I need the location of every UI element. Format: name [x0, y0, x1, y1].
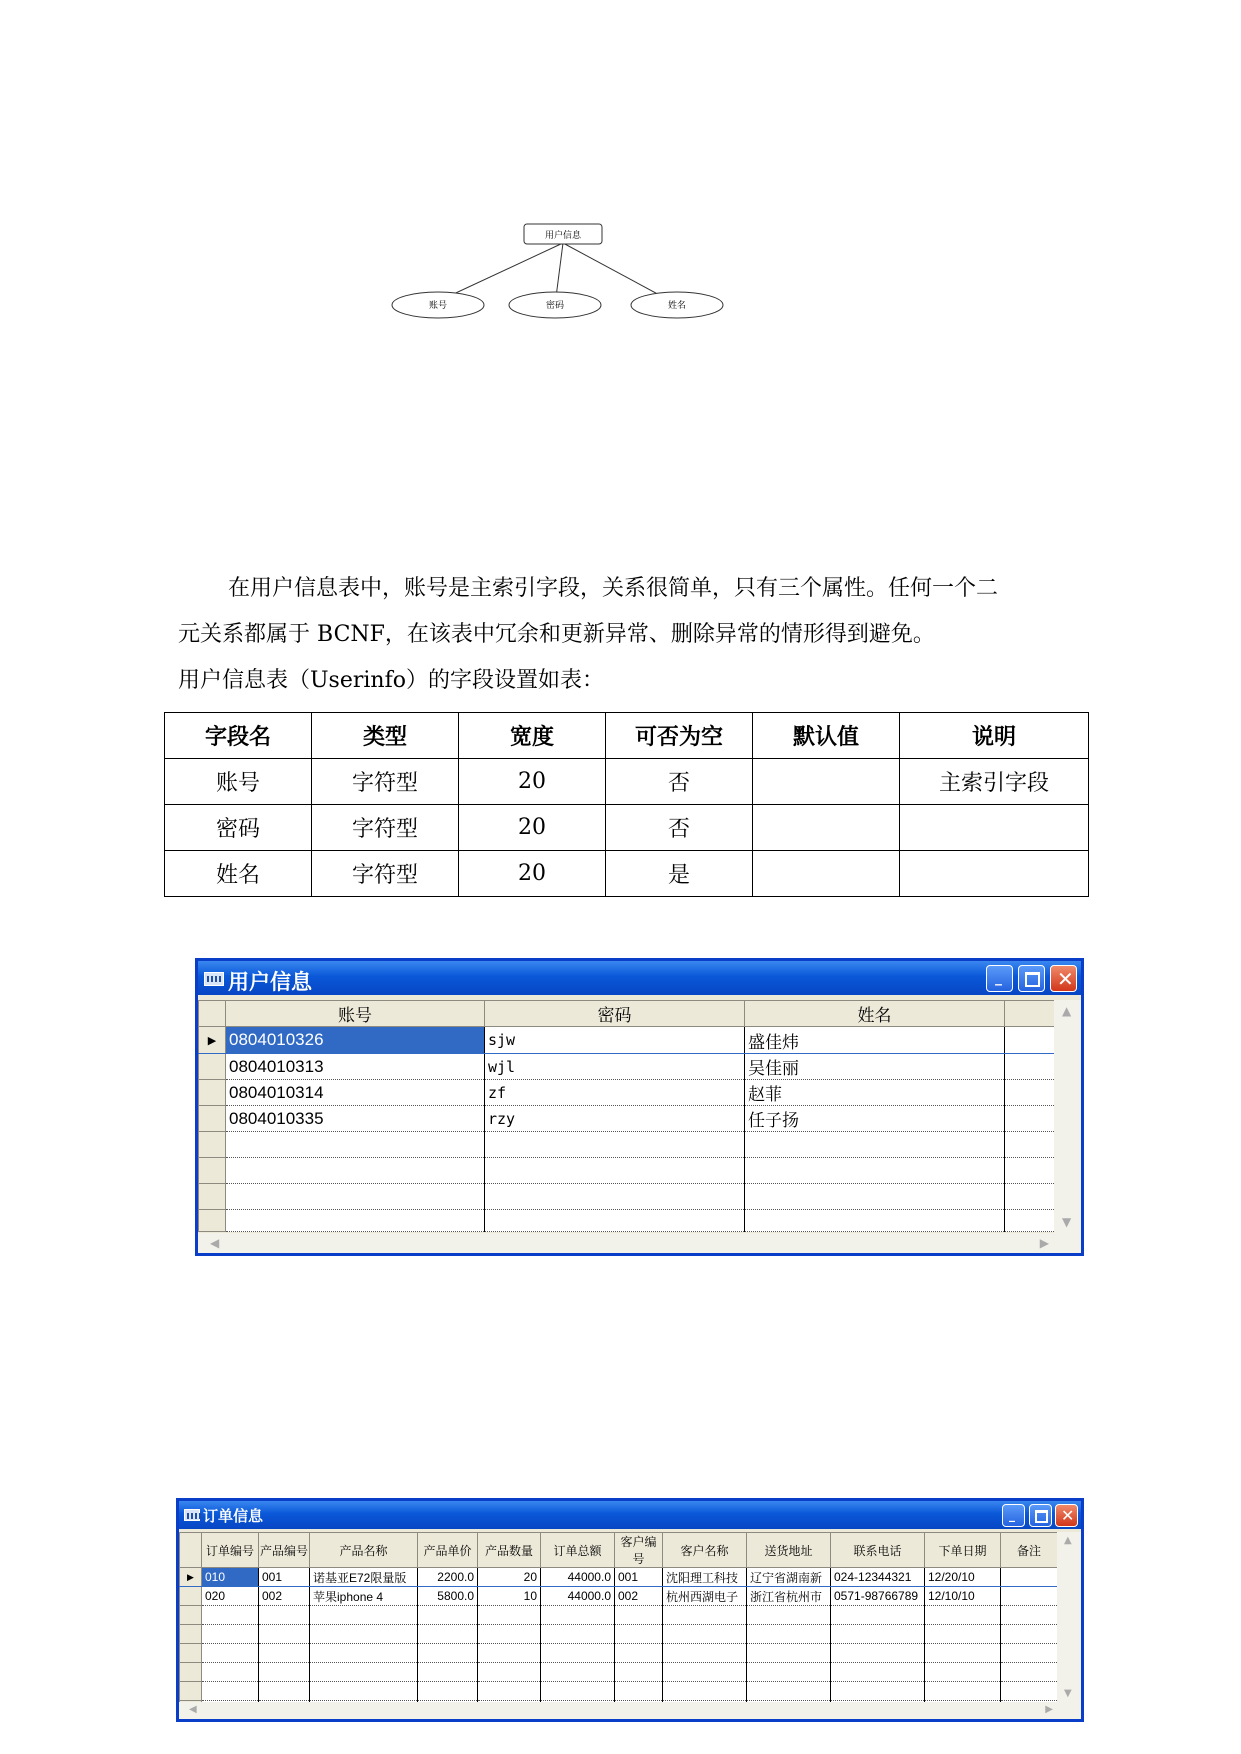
grid-cell[interactable]: 盛佳炜 — [745, 1027, 1005, 1054]
header-cell: 宽度 — [459, 713, 606, 759]
scroll-up-icon[interactable]: ▲ — [1062, 1004, 1072, 1018]
grid-cell[interactable] — [663, 1606, 747, 1625]
paragraph-line: 在用户信息表中，账号是主索引字段，关系很简单，只有三个属性。任何一个二 — [228, 576, 999, 601]
grid-cell[interactable] — [747, 1663, 831, 1682]
empty-row[interactable] — [199, 1210, 1055, 1232]
grid-cell[interactable] — [259, 1606, 310, 1625]
window-title: 用户信息 — [228, 971, 312, 994]
grid-cell[interactable] — [831, 1682, 925, 1701]
grid-cell[interactable] — [1005, 1210, 1055, 1232]
scroll-right-icon[interactable]: ▶ — [1045, 1704, 1053, 1715]
grid-cell[interactable]: 0804010326 — [226, 1027, 485, 1054]
grid-cell[interactable] — [541, 1644, 615, 1663]
grid-cell[interactable]: 0804010335 — [226, 1106, 485, 1132]
grid-cell[interactable]: 001 — [615, 1568, 663, 1587]
grid-cell[interactable] — [478, 1606, 541, 1625]
grid-cell[interactable] — [1005, 1184, 1055, 1210]
grid-cell[interactable]: wjl — [485, 1054, 745, 1080]
grid-cell[interactable] — [202, 1663, 259, 1682]
grid-cell[interactable]: 辽宁省湖南新 — [747, 1568, 831, 1587]
column-header[interactable]: 客户名称 — [663, 1533, 747, 1568]
table-cell: 字符型 — [312, 759, 459, 805]
grid-cell[interactable] — [925, 1682, 1001, 1701]
table-cell: 是 — [606, 851, 753, 897]
window-title: 订单信息 — [203, 1508, 264, 1525]
grid-cell[interactable] — [226, 1184, 485, 1210]
grid-cell[interactable] — [418, 1606, 478, 1625]
grid-cell[interactable] — [485, 1158, 745, 1184]
minimize-icon: _ — [1009, 1508, 1015, 1522]
row-indicator[interactable] — [180, 1682, 202, 1701]
grid-cell[interactable] — [418, 1682, 478, 1701]
grid-cell[interactable] — [226, 1210, 485, 1232]
grid-cell[interactable] — [310, 1606, 418, 1625]
empty-row[interactable] — [180, 1606, 1058, 1625]
minimize-button[interactable] — [986, 965, 1013, 992]
er-attr-label: 姓名 — [667, 301, 687, 311]
grid-cell[interactable] — [663, 1644, 747, 1663]
current-row-indicator[interactable]: ▶ — [199, 1027, 226, 1054]
empty-row[interactable] — [199, 1158, 1055, 1184]
column-header[interactable]: 产品数量 — [478, 1533, 541, 1568]
grid-cell[interactable] — [925, 1625, 1001, 1644]
table-row[interactable] — [180, 1568, 1058, 1587]
maximize-button[interactable] — [1018, 965, 1045, 992]
row-indicator[interactable] — [199, 1158, 226, 1184]
er-attr-label: 密码 — [545, 301, 565, 311]
current-row-indicator[interactable]: ▶ — [180, 1568, 202, 1587]
column-header[interactable]: 送货地址 — [747, 1533, 831, 1568]
maximize-button[interactable] — [1029, 1504, 1052, 1527]
row-indicator[interactable] — [199, 1210, 226, 1232]
grid-cell[interactable]: 001 — [259, 1568, 310, 1587]
paragraph-line: 用户信息表（Userinfo）的字段设置如表： — [178, 668, 604, 693]
grid-cell[interactable] — [745, 1132, 1005, 1158]
grid-cell[interactable]: 44000.0 — [541, 1568, 615, 1587]
grid-cell[interactable]: 苹果iphone 4 — [310, 1587, 418, 1606]
table-cell — [753, 851, 900, 897]
grid-cell[interactable]: 吴佳丽 — [745, 1054, 1005, 1080]
grid-cell[interactable]: 0804010314 — [226, 1080, 485, 1106]
user-info-window — [195, 958, 1084, 1256]
close-button[interactable] — [1050, 965, 1077, 992]
table-row — [165, 851, 1089, 897]
grid-cell[interactable]: 0571-98766789 — [831, 1587, 925, 1606]
grid-cell[interactable]: 5800.0 — [418, 1587, 478, 1606]
grid-cell[interactable]: 12/10/10 — [925, 1587, 1001, 1606]
minimize-icon: _ — [995, 970, 1002, 986]
grid-cell[interactable] — [1005, 1027, 1055, 1054]
grid-cell[interactable] — [1001, 1568, 1058, 1587]
grid-cell[interactable] — [925, 1606, 1001, 1625]
grid-cell[interactable]: zf — [485, 1080, 745, 1106]
grid-cell[interactable] — [747, 1606, 831, 1625]
grid-cell[interactable] — [541, 1625, 615, 1644]
scroll-down-icon[interactable]: ▼ — [1064, 1688, 1072, 1699]
row-indicator[interactable] — [180, 1663, 202, 1682]
close-icon: ✕ — [1061, 1506, 1075, 1525]
grid-cell[interactable] — [1005, 1158, 1055, 1184]
table-cell — [753, 759, 900, 805]
grid-cell[interactable]: 020 — [202, 1587, 259, 1606]
table-cell: 字符型 — [312, 851, 459, 897]
table-cell: 密码 — [165, 805, 312, 851]
table-cell: 20 — [459, 805, 606, 851]
field-table-header — [165, 713, 1089, 759]
table-row[interactable] — [180, 1587, 1058, 1606]
grid-cell[interactable]: rzy — [485, 1106, 745, 1132]
grid-cell[interactable] — [615, 1625, 663, 1644]
grid-cell[interactable]: 10 — [478, 1587, 541, 1606]
table-cell — [900, 851, 1089, 897]
grid-cell[interactable] — [1001, 1587, 1058, 1606]
grid-cell[interactable] — [745, 1158, 1005, 1184]
table-cell: 否 — [606, 759, 753, 805]
row-indicator[interactable] — [199, 1184, 226, 1210]
grid-cell[interactable] — [478, 1663, 541, 1682]
grid-corner — [180, 1533, 202, 1568]
grid-cell[interactable]: 0804010313 — [226, 1054, 485, 1080]
grid-cell[interactable] — [1005, 1054, 1055, 1080]
row-indicator[interactable] — [180, 1644, 202, 1663]
grid-window-icon — [184, 1509, 200, 1521]
scroll-left-icon[interactable]: ◀ — [189, 1704, 197, 1715]
grid-cell[interactable] — [831, 1663, 925, 1682]
grid-cell[interactable] — [541, 1606, 615, 1625]
grid-cell[interactable]: sjw — [485, 1027, 745, 1054]
table-cell: 主索引字段 — [900, 759, 1089, 805]
vertical-scrollbar[interactable] — [1054, 1000, 1081, 1233]
grid-cell[interactable] — [663, 1625, 747, 1644]
row-indicator[interactable] — [180, 1625, 202, 1644]
window-titlebar[interactable] — [179, 1501, 1081, 1529]
er-diagram — [380, 215, 740, 325]
grid-cell[interactable] — [615, 1644, 663, 1663]
grid-cell[interactable]: 沈阳理工科技 — [663, 1568, 747, 1587]
column-header[interactable]: 姓名 — [745, 1001, 1005, 1027]
grid-cell[interactable] — [259, 1644, 310, 1663]
grid-cell[interactable]: 024-12344321 — [831, 1568, 925, 1587]
grid-cell[interactable] — [831, 1625, 925, 1644]
grid-cell[interactable] — [485, 1132, 745, 1158]
column-header[interactable]: 下单日期 — [925, 1533, 1001, 1568]
row-indicator[interactable] — [180, 1587, 202, 1606]
grid-window-icon — [204, 972, 224, 986]
row-indicator[interactable] — [180, 1606, 202, 1625]
grid-cell[interactable] — [747, 1682, 831, 1701]
grid-cell[interactable]: 诺基亚E72限量版 — [310, 1568, 418, 1587]
grid-cell[interactable] — [745, 1184, 1005, 1210]
row-indicator[interactable] — [199, 1080, 226, 1106]
grid-cell[interactable] — [226, 1158, 485, 1184]
header-cell: 字段名 — [165, 713, 312, 759]
grid-cell[interactable] — [1001, 1606, 1058, 1625]
grid-cell[interactable]: 任子扬 — [745, 1106, 1005, 1132]
grid-cell[interactable] — [925, 1663, 1001, 1682]
grid-cell[interactable]: 12/20/10 — [925, 1568, 1001, 1587]
grid-cell[interactable] — [485, 1184, 745, 1210]
grid-cell[interactable] — [1001, 1663, 1058, 1682]
grid-cell[interactable] — [1005, 1080, 1055, 1106]
grid-cell[interactable] — [418, 1644, 478, 1663]
grid-cell[interactable] — [541, 1663, 615, 1682]
table-row[interactable] — [199, 1106, 1055, 1132]
minimize-button[interactable] — [1002, 1504, 1025, 1527]
grid-cell[interactable] — [1001, 1644, 1058, 1663]
grid-cell[interactable]: 002 — [259, 1587, 310, 1606]
grid-cell[interactable]: 44000.0 — [541, 1587, 615, 1606]
maximize-icon — [1035, 1510, 1048, 1523]
maximize-icon — [1025, 972, 1040, 987]
grid-cell[interactable] — [925, 1644, 1001, 1663]
scroll-left-icon[interactable]: ◀ — [210, 1236, 220, 1250]
grid-cell[interactable] — [831, 1644, 925, 1663]
grid-cell[interactable] — [259, 1663, 310, 1682]
grid-cell[interactable] — [1001, 1625, 1058, 1644]
grid-cell[interactable] — [259, 1625, 310, 1644]
horizontal-scrollbar[interactable] — [179, 1702, 1081, 1719]
column-header[interactable]: 客户编号 — [615, 1533, 663, 1568]
close-icon: ✕ — [1057, 967, 1074, 991]
grid-cell[interactable] — [310, 1682, 418, 1701]
grid-cell[interactable] — [226, 1132, 485, 1158]
grid-cell[interactable]: 010 — [202, 1568, 259, 1587]
order-grid — [179, 1532, 1058, 1720]
column-header[interactable]: 联系电话 — [831, 1533, 925, 1568]
grid-cell[interactable] — [1005, 1132, 1055, 1158]
grid-cell[interactable] — [202, 1625, 259, 1644]
column-header[interactable]: 产品名称 — [310, 1533, 418, 1568]
grid-cell[interactable] — [259, 1682, 310, 1701]
grid-cell[interactable] — [202, 1682, 259, 1701]
column-header — [1005, 1001, 1055, 1027]
vertical-scrollbar[interactable] — [1057, 1532, 1081, 1702]
grid-cell[interactable] — [202, 1644, 259, 1663]
paragraph-line: 元关系都属于 BCNF，在该表中冗余和更新异常、删除异常的情形得到避免。 — [178, 622, 935, 647]
grid-cell[interactable] — [747, 1644, 831, 1663]
table-cell: 字符型 — [312, 805, 459, 851]
column-header[interactable]: 账号 — [226, 1001, 485, 1027]
grid-cell[interactable] — [418, 1663, 478, 1682]
empty-row[interactable] — [180, 1682, 1058, 1701]
column-header[interactable]: 密码 — [485, 1001, 745, 1027]
column-header[interactable]: 产品单价 — [418, 1533, 478, 1568]
empty-row[interactable] — [199, 1132, 1055, 1158]
header-cell: 说明 — [900, 713, 1089, 759]
user-grid — [198, 1000, 1055, 1232]
table-cell: 账号 — [165, 759, 312, 805]
grid-cell[interactable] — [1001, 1682, 1058, 1701]
order-info-window — [176, 1498, 1084, 1722]
grid-cell[interactable]: 杭州西湖电子 — [663, 1587, 747, 1606]
column-header[interactable]: 产品编号 — [259, 1533, 310, 1568]
grid-cell[interactable]: 赵菲 — [745, 1080, 1005, 1106]
column-header[interactable]: 订单总额 — [541, 1533, 615, 1568]
empty-row[interactable] — [199, 1184, 1055, 1210]
window-titlebar[interactable] — [198, 961, 1081, 995]
grid-cell[interactable] — [478, 1625, 541, 1644]
grid-cell[interactable] — [663, 1682, 747, 1701]
column-header[interactable]: 备注 — [1001, 1533, 1058, 1568]
grid-cell[interactable] — [615, 1663, 663, 1682]
table-row[interactable] — [199, 1027, 1055, 1054]
field-table — [164, 712, 1089, 897]
grid-cell[interactable] — [831, 1606, 925, 1625]
table-row — [165, 805, 1089, 851]
table-cell — [900, 805, 1089, 851]
er-attr-label: 账号 — [428, 301, 448, 311]
grid-cell[interactable]: 002 — [615, 1587, 663, 1606]
column-header[interactable]: 订单编号 — [202, 1533, 259, 1568]
grid-cell[interactable] — [310, 1663, 418, 1682]
header-cell: 可否为空 — [606, 713, 753, 759]
table-cell: 姓名 — [165, 851, 312, 897]
header-cell: 类型 — [312, 713, 459, 759]
header-cell: 默认值 — [753, 713, 900, 759]
grid-cell[interactable] — [478, 1644, 541, 1663]
empty-row[interactable] — [180, 1663, 1058, 1682]
grid-cell[interactable]: 浙江省杭州市 — [747, 1587, 831, 1606]
row-indicator[interactable] — [199, 1132, 226, 1158]
table-row — [165, 759, 1089, 805]
table-row[interactable] — [199, 1054, 1055, 1080]
grid-cell[interactable]: 2200.0 — [418, 1568, 478, 1587]
grid-cell[interactable] — [663, 1663, 747, 1682]
grid-corner — [199, 1001, 226, 1027]
table-cell: 20 — [459, 759, 606, 805]
grid-cell[interactable] — [541, 1682, 615, 1701]
scroll-up-icon[interactable]: ▲ — [1064, 1535, 1072, 1546]
horizontal-scrollbar[interactable] — [198, 1233, 1081, 1253]
table-cell: 否 — [606, 805, 753, 851]
grid-cell[interactable] — [615, 1606, 663, 1625]
er-entity-label: 用户信息 — [544, 231, 582, 241]
grid-cell[interactable] — [418, 1625, 478, 1644]
row-indicator[interactable] — [199, 1106, 226, 1132]
grid-cell[interactable] — [310, 1644, 418, 1663]
grid-cell[interactable] — [310, 1625, 418, 1644]
grid-cell[interactable] — [1005, 1106, 1055, 1132]
close-button[interactable] — [1055, 1504, 1078, 1527]
table-row[interactable] — [199, 1080, 1055, 1106]
empty-row[interactable] — [180, 1625, 1058, 1644]
scroll-right-icon[interactable]: ▶ — [1039, 1236, 1049, 1250]
row-indicator[interactable] — [199, 1054, 226, 1080]
grid-cell[interactable] — [485, 1210, 745, 1232]
grid-cell[interactable]: 20 — [478, 1568, 541, 1587]
grid-cell[interactable] — [615, 1682, 663, 1701]
table-cell — [753, 805, 900, 851]
grid-cell[interactable] — [202, 1606, 259, 1625]
table-cell: 20 — [459, 851, 606, 897]
grid-cell[interactable] — [747, 1625, 831, 1644]
grid-cell[interactable] — [745, 1210, 1005, 1232]
grid-cell[interactable] — [478, 1682, 541, 1701]
scroll-down-icon[interactable]: ▼ — [1062, 1215, 1072, 1229]
empty-row[interactable] — [180, 1644, 1058, 1663]
